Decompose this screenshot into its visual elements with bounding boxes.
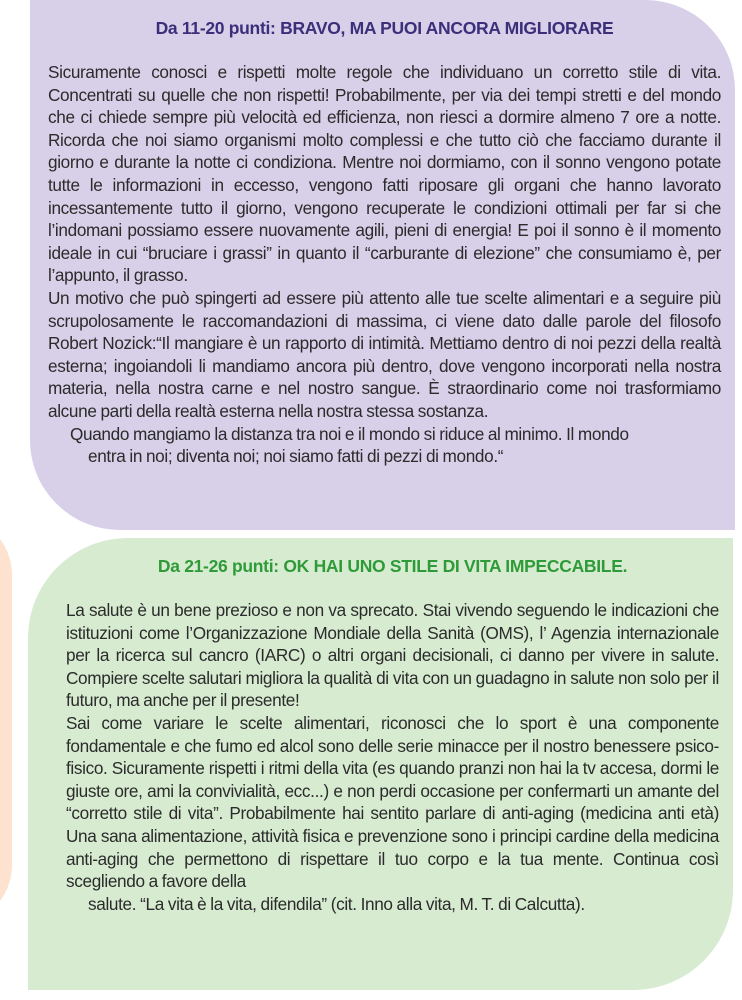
quote-line: entra in noi; diventa noi; noi siamo fatti di pezzi di mondo.“ [88,446,504,467]
section-body [66,599,719,915]
section-body [48,61,721,468]
section-title: Da 11-20 punti: BRAVO, MA PUOI ANCORA MIGLIORARE [155,18,614,38]
score-section-21-26 [28,538,733,990]
quote-line: Quando mangiamo la distanza tra noi e il mondo si riduce al minimo. Il mondo [70,423,629,444]
closing-line: salute. “La vita è la vita, difendila” (cit. Inno alla vita, M. T. di Calcutta). [88,893,585,914]
score-section-11-20 [30,0,735,530]
body-paragraph: Un motivo che può spingerti ad essere più attento alle tue scelte alimentari e a seguire più scrupolosamente le raccomandazioni di massima, ci viene dato dalle parole del filosofo Robert Nozick:“Il mangiare è un rapporto di intimità. Mettiamo dentro di noi pezzi della realtà esterna; ingoiandoli li mandiamo ancora più dentro, dove vengono incorporati nella nostra materia, nella nostra carne e nel nostro sangue. È straordinario come noi trasformiamo alcune parti della realtà esterna nella nostra stessa sostanza. [48,287,721,421]
side-decoration [0,515,12,925]
body-paragraph: Sicuramente conosci e rispetti molte regole che individuano un corretto stile di vita. Concentrati su quelle che non rispetti! Probabilmente, per via dei tempi stretti e del mondo che ci chiede sempre più velocità ed efficienza, non riesci a dormire almeno 7 ore a notte. Ricorda che noi siamo organismi molto complessi e che tutto ciò che facciamo durante il giorno e durante la notte ci condiziona. Mentre noi dormiamo, con il sonno vengono potate tutte le informazioni in eccesso, vengono fatti riposare gli organi che hanno lavorato incessantemente tutto il giorno, vengono recuperate le condizioni ottimali per far si che l’indomani possiamo essere nuovamente agili, pieni di energia! E poi il sonno è il momento ideale in cui “bruciare i grassi” in quanto il “carburante di elezione” che consumiamo è, per l’appunto, il grasso. [48,62,721,286]
body-paragraph: La salute è un bene prezioso e non va sprecato. Stai vivendo seguendo le indicazioni che istituzioni come l’Organizzazione Mondiale della Sanità (OMS), l’ Agenzia internazionale per la ricerca sul cancro (IARC) o altri organi decisionali, ci danno per vivere in salute. Compiere scelte salutari migliora la qualità di vita con un guadagno in salute non solo per il futuro, ma anche per il presente! [66,600,719,711]
section-title: Da 21-26 punti: OK HAI UNO STILE DI VITA IMPECCABILE. [157,556,628,576]
body-paragraph: Sai come variare le scelte alimentari, riconosci che lo sport è una componente fondamentale e che fumo ed alcol sono delle serie minacce per il nostro benessere psico-fisico. Sicuramente rispetti i ritmi della vita (es quando pranzi non hai la tv accesa, dormi le giuste ore, ami la convivialità, ecc...) e non perdi occasione per confermarti un amante del “corretto stile di vita”. Probabilmente hai sentito parlare di anti-aging (medicina anti età) Una sana alimentazione, attività fisica e prevenzione sono i principi cardine della medicina anti-aging che permettono di rispettare il tuo corpo e la tua mente. Continua così scegliendo a favore della [66,712,719,892]
